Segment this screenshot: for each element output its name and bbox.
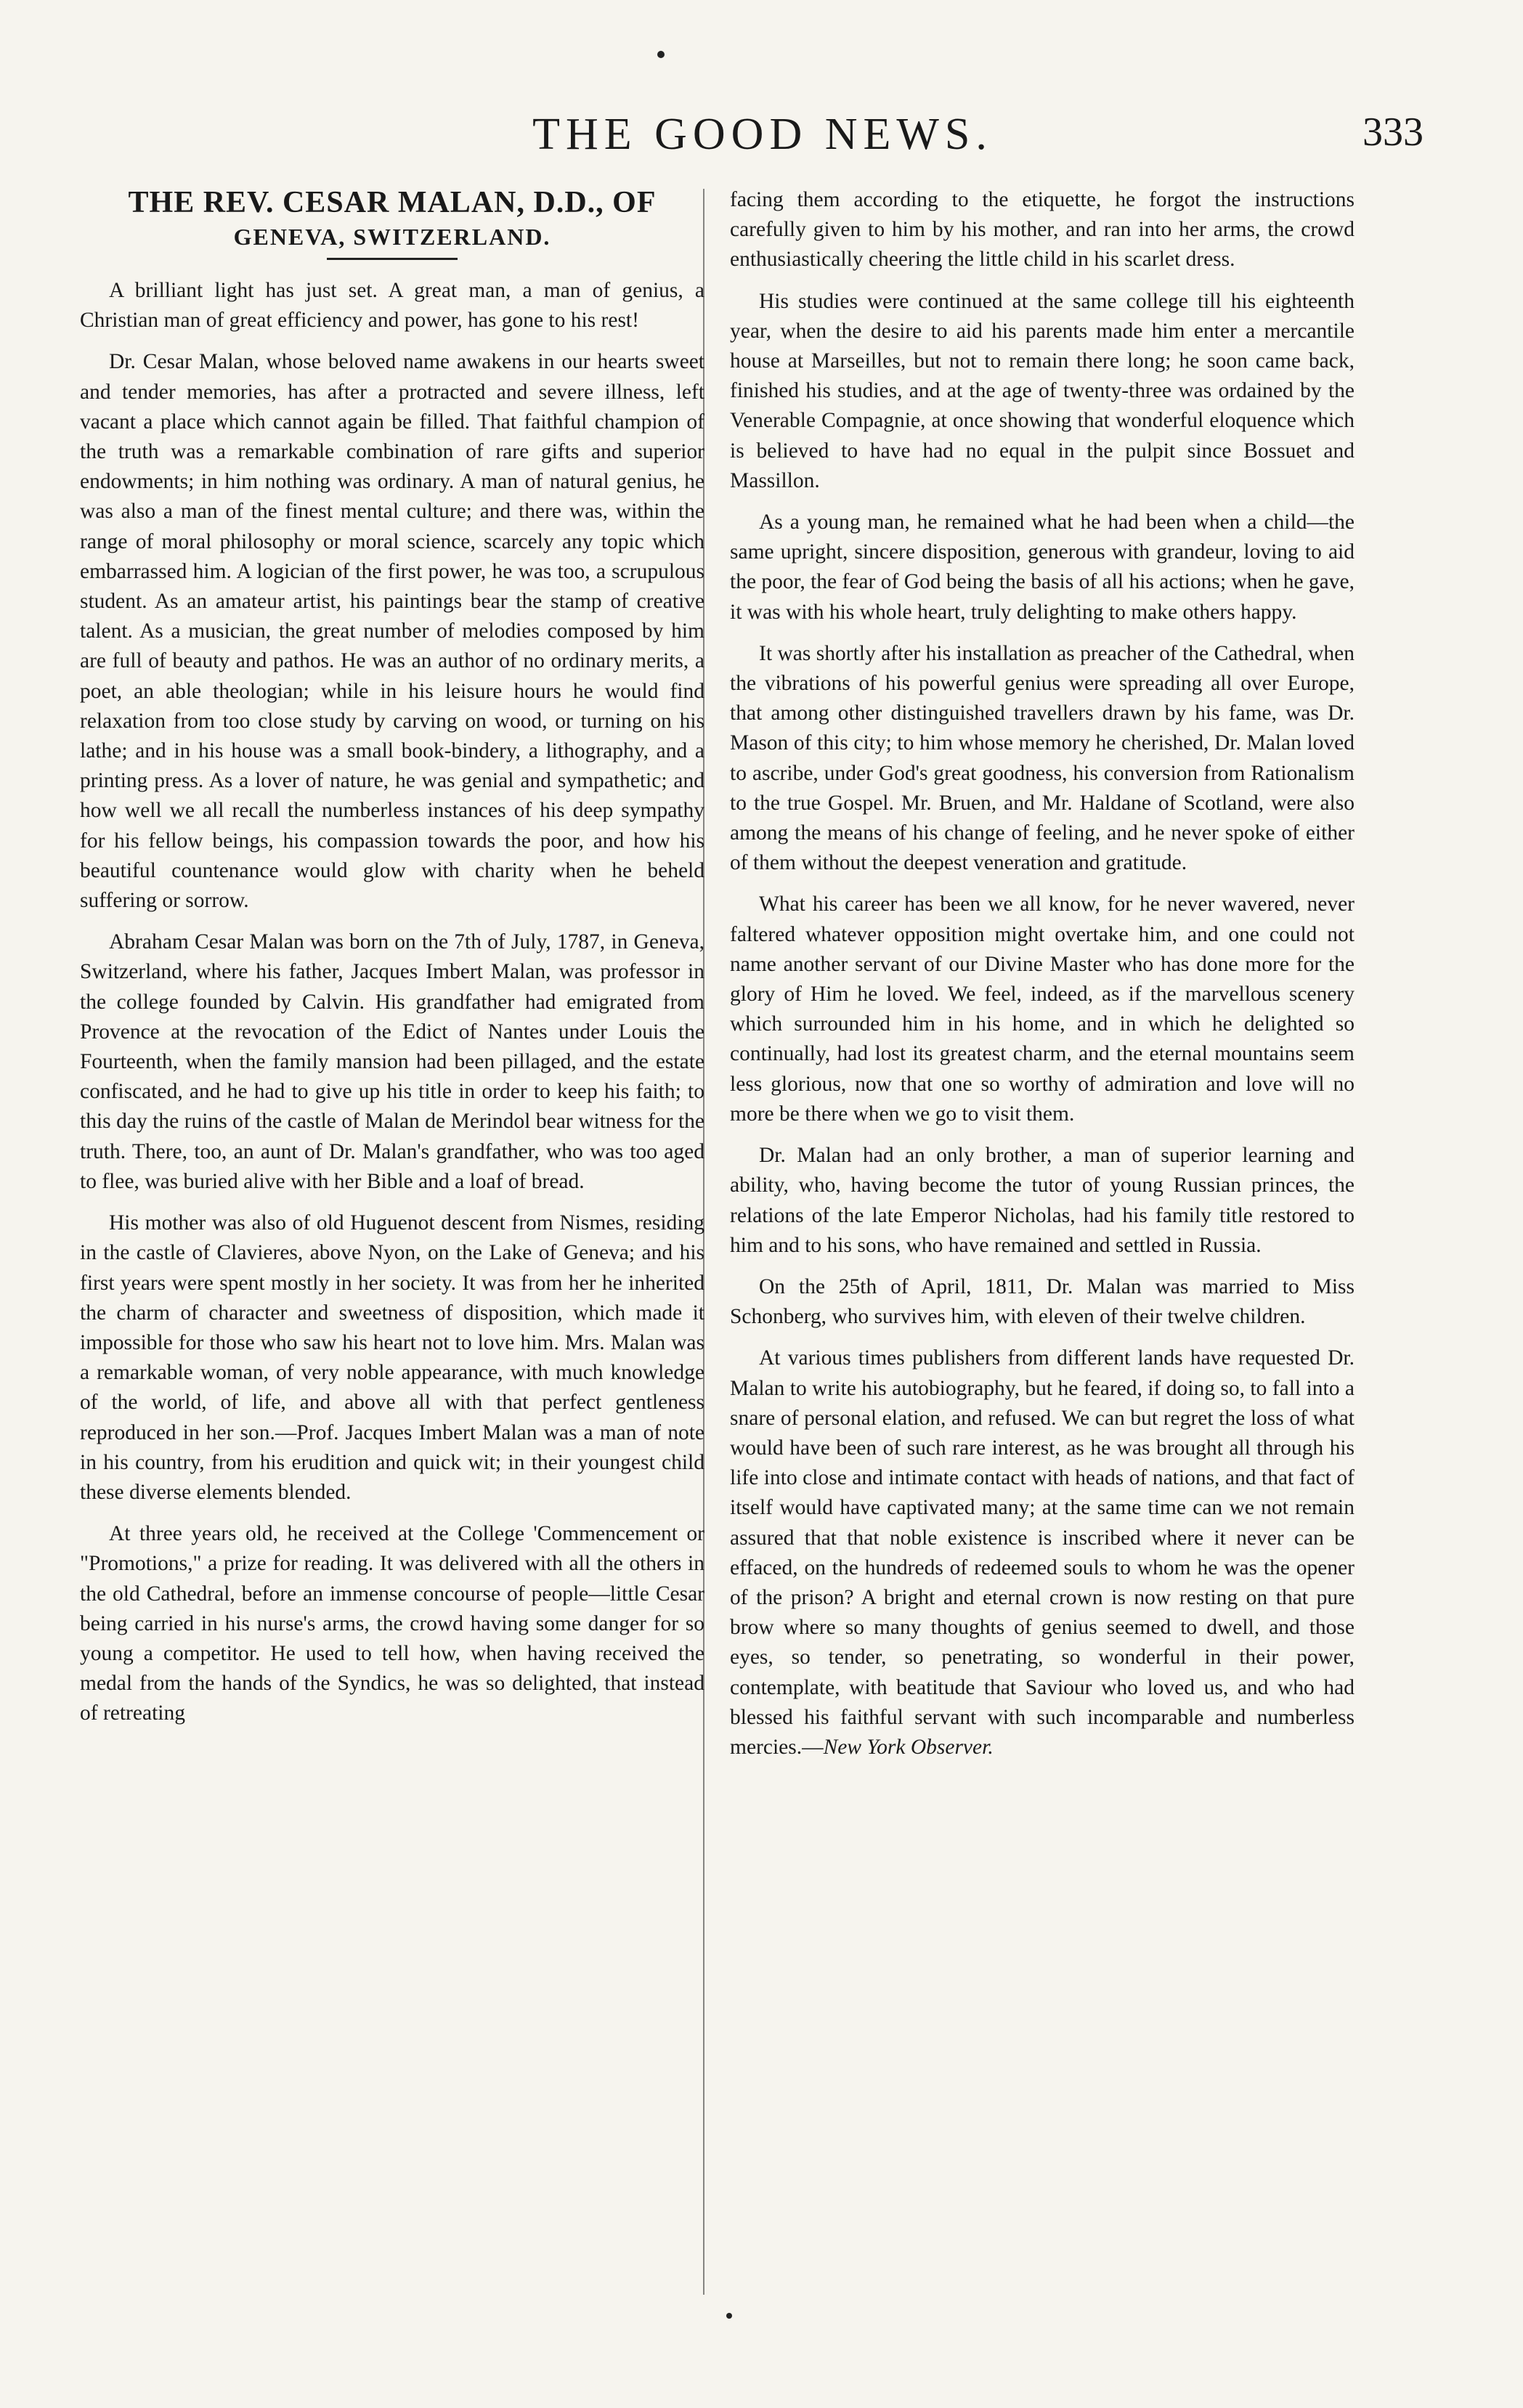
running-title: THE GOOD NEWS. [532, 110, 993, 159]
paragraph: A brilliant light has just set. A great man, a man of genius, a Christian man of great efficiency and power, has gone to his rest! [80, 279, 704, 333]
print-mark [726, 2313, 732, 2319]
paragraph: It was shortly after his installation as preacher of the Cathedral, when the vibrations of his powerful genius were spreading all over Europe, that among other distinguished travellers drawn by his fame, was Dr. Mason of this city; to him whose memory he cherished, Dr. Malan loved to ascribe, under God's great goodness, his conversion from Rationalism to the true Gospel. Mr. Bruen, and Mr. Haldane of Scotland, were also among the means of his change of feeling, and he never spoke of either of them without the deepest veneration and gratitude. [730, 641, 1355, 875]
paragraph: His studies were continued at the same college till his eighteenth year, when the desire to aid his parents made him enter a mercantile house at Marseilles, but not to remain there long; he soon came back, finished his studies, and at the age of twenty-three was ordained by the Venerable Compagnie, at once showing that wonderful eloquence which is believed to have had no equal in the pulpit since Bossuet and Massillon. [730, 289, 1355, 492]
paragraph-text: At various times publishers from different lands have requested Dr. Malan to write his autobiography, but he feared, if doing so, to fall into a snare of personal elation, and refused. We can but regret the loss of what would have been of such rare interest, as he was brought all through his life into close and intimate contact with heads of nations, and that fact of itself would have captivated many; at the same time can we not remain assured that that noble existence is inscribed where it never can be effaced, on the hundreds of redeemed souls to whom he was the opener of the prison? A bright and eternal crown is now resting on that pure brow where so many thoughts of genius seemed to dwell, and those eyes, so tender, so penetrating, so wonderful in their power, contemplate, with beatitude that Saviour who loved us, and who had blessed his faithful servant with such incomparable and numberless mercies.— [730, 1346, 1355, 1759]
paragraph: facing them according to the etiquette, he forgot the instructions carefully given to him by his mother, and ran into her arms, the crowd enthusiastically cheering the little child in his scarlet dress. [730, 188, 1355, 272]
page-header [73, 109, 1453, 174]
article-subtitle: GENEVA, SWITZERLAND. [233, 224, 551, 250]
final-paragraph [730, 1343, 1355, 1762]
article-title: THE REV. CESAR MALAN, D.D., OF [128, 186, 657, 219]
right-column [730, 185, 1355, 1774]
paragraph: What his career has been we all know, for he never wavered, never faltered whatever opposition might overtake him, and one could not name another servant of our Divine Master who has done more for the glory of Him he loved. We feel, indeed, as if the marvellous scenery which surrounded him in his home, and in which he delighted so continually, had lost its greatest charm, and the eternal mountains seem less glorious, now that one so worthy of admiration and love will no more be there when we go to visit them. [730, 892, 1355, 1126]
print-mark [657, 51, 665, 58]
paragraph: Dr. Malan had an only brother, a man of superior learning and ability, who, having become the tutor of young Russian princes, the relations of the late Emperor Nicholas, had his family title restored to him and to his sons, who have remained and settled in Russia. [730, 1144, 1355, 1257]
source-attribution: New York Observer. [823, 1735, 994, 1759]
paragraph: As a young man, he remained what he had been when a child—the same upright, sincere disposition, generous with grandeur, loving to aid the poor, the fear of God being the basis of all his actions; when he gave, it was with his whole heart, truly delighting to make others happy. [730, 511, 1355, 624]
paragraph: On the 25th of April, 1811, Dr. Malan was married to Miss Schonberg, who survives him, with eleven of their twelve children. [730, 1274, 1355, 1329]
page-number: 333 [1362, 110, 1424, 155]
title-rule [327, 258, 458, 260]
paragraph: Dr. Cesar Malan, whose beloved name awakens in our hearts sweet and tender memories, has after a protracted and severe illness, left vacant a place which cannot again be filled. That faithful champion of the truth was a remarkable combination of rare gifts and superior endowments; in him nothing was ordinary. A man of natural genius, he was also a man of the finest mental culture; and there was, within the range of moral philosophy or moral science, scarcely any topic which embarrassed him. A logician of the first power, he was too, a scrupulous student. As an amateur artist, his paintings bear the stamp of creative talent. As a musician, the great number of melodies composed by him are full of beauty and pathos. He was an author of no ordinary merits, a poet, an able theologian; while in his leisure hours he would find relaxation from too close study by carving on wood, or turning on his lathe; and in his house was a small book-bindery, a lithography, and a printing press. As a lover of nature, he was genial and sympathetic; and how well we all recall the numberless instances of his deep sympathy for his fellow beings, his compassion towards the poor, and how his beautiful countenance would glow with charity when he beheld suffering or sorrow. [80, 350, 704, 913]
paragraph: At three years old, he received at the College 'Commencement or "Promotions," a prize for reading. It was delivered with all the others in the old Cathedral, before an immense concourse of people—little Cesar being carried in his nurse's arms, the crowd having some danger for so young a competitor. He used to tell how, when having received the medal from the hands of the Syndics, he was so delighted, that instead of retreating [80, 1522, 704, 1725]
left-column [80, 185, 704, 1741]
paragraph: His mother was also of old Huguenot descent from Nismes, residing in the castle of Clavieres, above Nyon, on the Lake of Geneva; and his first years were spent mostly in her society. It was from her he inherited the charm of character and sweetness of disposition, which made it impossible for those who saw his heart not to love him. Mrs. Malan was a remarkable woman, of very noble appearance, with much knowledge of the world, of life, and above all with that perfect gentleness reproduced in her son.—Prof. Jacques Imbert Malan was a man of note in his country, from his erudition and quick wit; in their youngest child these diverse elements blended. [80, 1211, 704, 1504]
paragraph: Abraham Cesar Malan was born on the 7th of July, 1787, in Geneva, Switzerland, where his father, Jacques Imbert Malan, was professor in the college founded by Calvin. His grandfather had emigrated from Provence at the revocation of the Edict of Nantes under Louis the Fourteenth, when the family mansion had been pillaged, and the estate confiscated, and he had to give up his title in order to keep his faith; to this day the ruins of the castle of Malan de Merindol bear witness for the truth. There, too, an aunt of Dr. Malan's grandfather, who was too aged to flee, was buried alive with her Bible and a loaf of bread. [80, 930, 704, 1193]
